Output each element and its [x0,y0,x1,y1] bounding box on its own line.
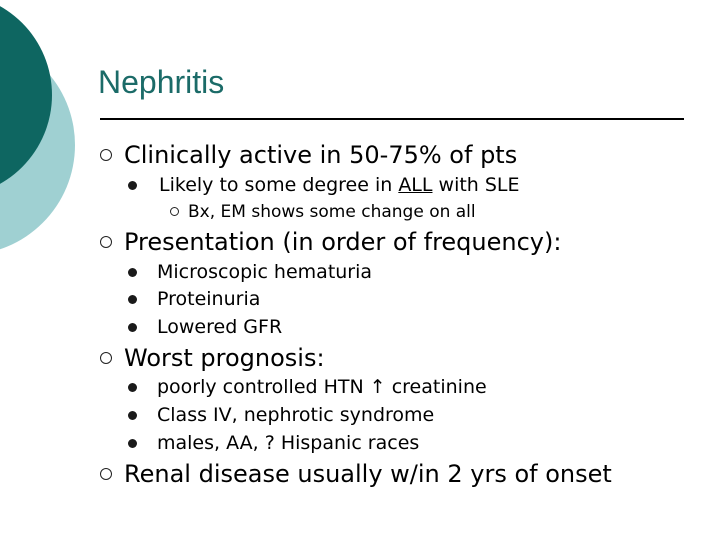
sub-bullet-text [159,172,520,198]
bullet-text: Renal disease usually w/in 2 yrs of onset [124,460,612,488]
dot-bullet-icon [128,411,137,420]
dot-bullet-icon [128,268,137,277]
sub-bullet-text: males, AA, ? Hispanic races [157,432,420,454]
sub-bullet-text: poorly controlled HTN ↑ creatinine [157,376,487,398]
ring-bullet-icon [100,468,112,480]
bullet-text: Clinically active in 50-75% of pts [124,141,518,169]
ring-bullet-icon [100,149,112,161]
dot-bullet-icon [128,323,137,332]
ring-bullet-icon [100,236,112,248]
title-underline [100,118,684,120]
sub-bullet-text-post: with SLE [432,174,520,196]
sub-bullet-text-emphasis: ALL [398,174,433,196]
bullet-text: Presentation (in order of frequency): [124,228,562,256]
ring-bullet-icon [170,207,179,216]
ring-bullet-icon [100,352,112,364]
bullet-text: Worst prognosis: [124,344,325,372]
sub-bullet-text: Lowered GFR [157,316,283,338]
dot-bullet-icon [128,181,137,190]
dot-bullet-icon [128,295,137,304]
sub-bullet-text: Microscopic hematuria [157,261,373,283]
sub-bullet-text-pre: Likely to some degree in [159,174,399,196]
dot-bullet-icon [128,439,137,448]
slide-title: Nephritis [98,64,225,100]
sub-sub-bullet-text: Bx, EM shows some change on all [188,202,476,222]
dot-bullet-icon [128,383,137,392]
sub-bullet-text: Class IV, nephrotic syndrome [157,404,435,426]
sub-bullet-text: Proteinuria [157,288,261,310]
